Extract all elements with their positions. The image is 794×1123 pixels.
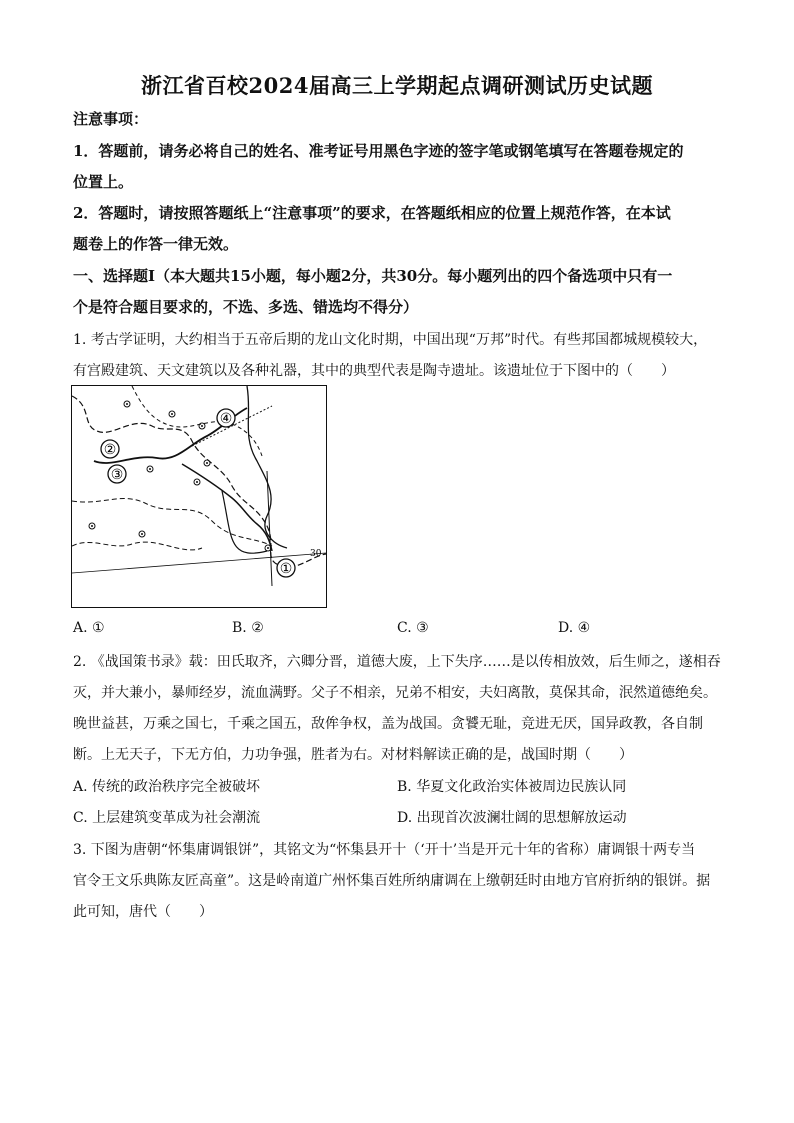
question-3-text: 官令王文乐典陈友匠高童”。这是岭南道广州怀集百姓所纳庸调在上缴朝廷时由地方官府折纳的银饼。据 [73,873,711,889]
notice-line: 1．答题前，请务必将自己的姓名、准考证号用黑色字迹的签字笔或钢笔填写在答题卷规定的 [73,142,684,160]
question-1-option-d[interactable]: D. ④ [558,620,591,636]
notice-line: 2．答题时，请按照答题纸上“注意事项”的要求，在答题纸相应的位置上规范作答，在本试 [73,204,671,222]
map-drawing [72,386,326,607]
question-1-text: 有宫殿建筑、天文建筑以及各种礼器，其中的典型代表是陶寺遗址。该遗址位于下图中的（ ） [73,363,675,379]
question-3-text: 3. 下图为唐朝“怀集庸调银饼”，其铭文为“怀集县开十（‘开十’当是开元十年的省称）庸调银十两专当 [73,842,696,858]
map-label-4: ④ [219,411,233,427]
question-2-option-c[interactable]: C. 上层建筑变革成为社会潮流 [73,810,261,826]
notice-line: 位置上。 [73,173,134,191]
notice-heading: 注意事项： [73,110,149,128]
map-label-2: ② [103,442,117,458]
page-title: 浙江省百校2024届高三上学期起点调研测试历史试题 [141,73,653,98]
map-label-3: ③ [110,467,124,483]
map-latitude-label: 30 [310,549,322,559]
section-heading: 一、选择题Ⅰ（本大题共15小题，每小题2分，共30分。每小题列出的四个备选项中只有一 [73,267,673,285]
question-1-option-b[interactable]: B. ② [232,620,264,636]
map-label-1: ① [279,561,293,577]
question-2-text: 灭，并大兼小，暴师经岁，流血满野。父子不相亲，兄弟不相安，夫妇离散，莫保其命，泯然道德绝矣。 [73,685,717,701]
question-1-option-a[interactable]: A. ① [73,620,105,636]
question-1-option-c[interactable]: C. ③ [397,620,429,636]
notice-line: 题卷上的作答一律无效。 [73,235,239,253]
question-2-text: 断。上无天子，下无方伯，力功争强，胜者为右。对材料解读正确的是，战国时期（ ） [73,747,633,763]
question-3-text: 此可知，唐代（ ） [73,904,213,920]
question-2-option-d[interactable]: D. 出现首次波澜壮阔的思想解放运动 [397,810,627,826]
question-2-text: 2. 《战国策书录》载：田氏取齐，六卿分晋，道德大废，上下失序……是以传相放效，后生师之，遂相吞 [73,654,721,670]
question-1-text: 1. 考古学证明，大约相当于五帝后期的龙山文化时期，中国出现“万邦”时代。有些邦国都城规模较大， [73,332,708,348]
section-heading: 个是符合题目要求的，不选、多选、错选均不得分） [73,298,419,316]
question-2-option-b[interactable]: B. 华夏文化政治实体被周边民族认同 [397,779,627,795]
map-figure [71,385,327,608]
question-2-text: 晚世益甚，万乘之国七，千乘之国五，敌侔争权，盖为战国。贪饕无耻，竞进无厌，国异政教，各自制 [73,716,703,732]
question-2-option-a[interactable]: A. 传统的政治秩序完全被破坏 [73,779,261,795]
